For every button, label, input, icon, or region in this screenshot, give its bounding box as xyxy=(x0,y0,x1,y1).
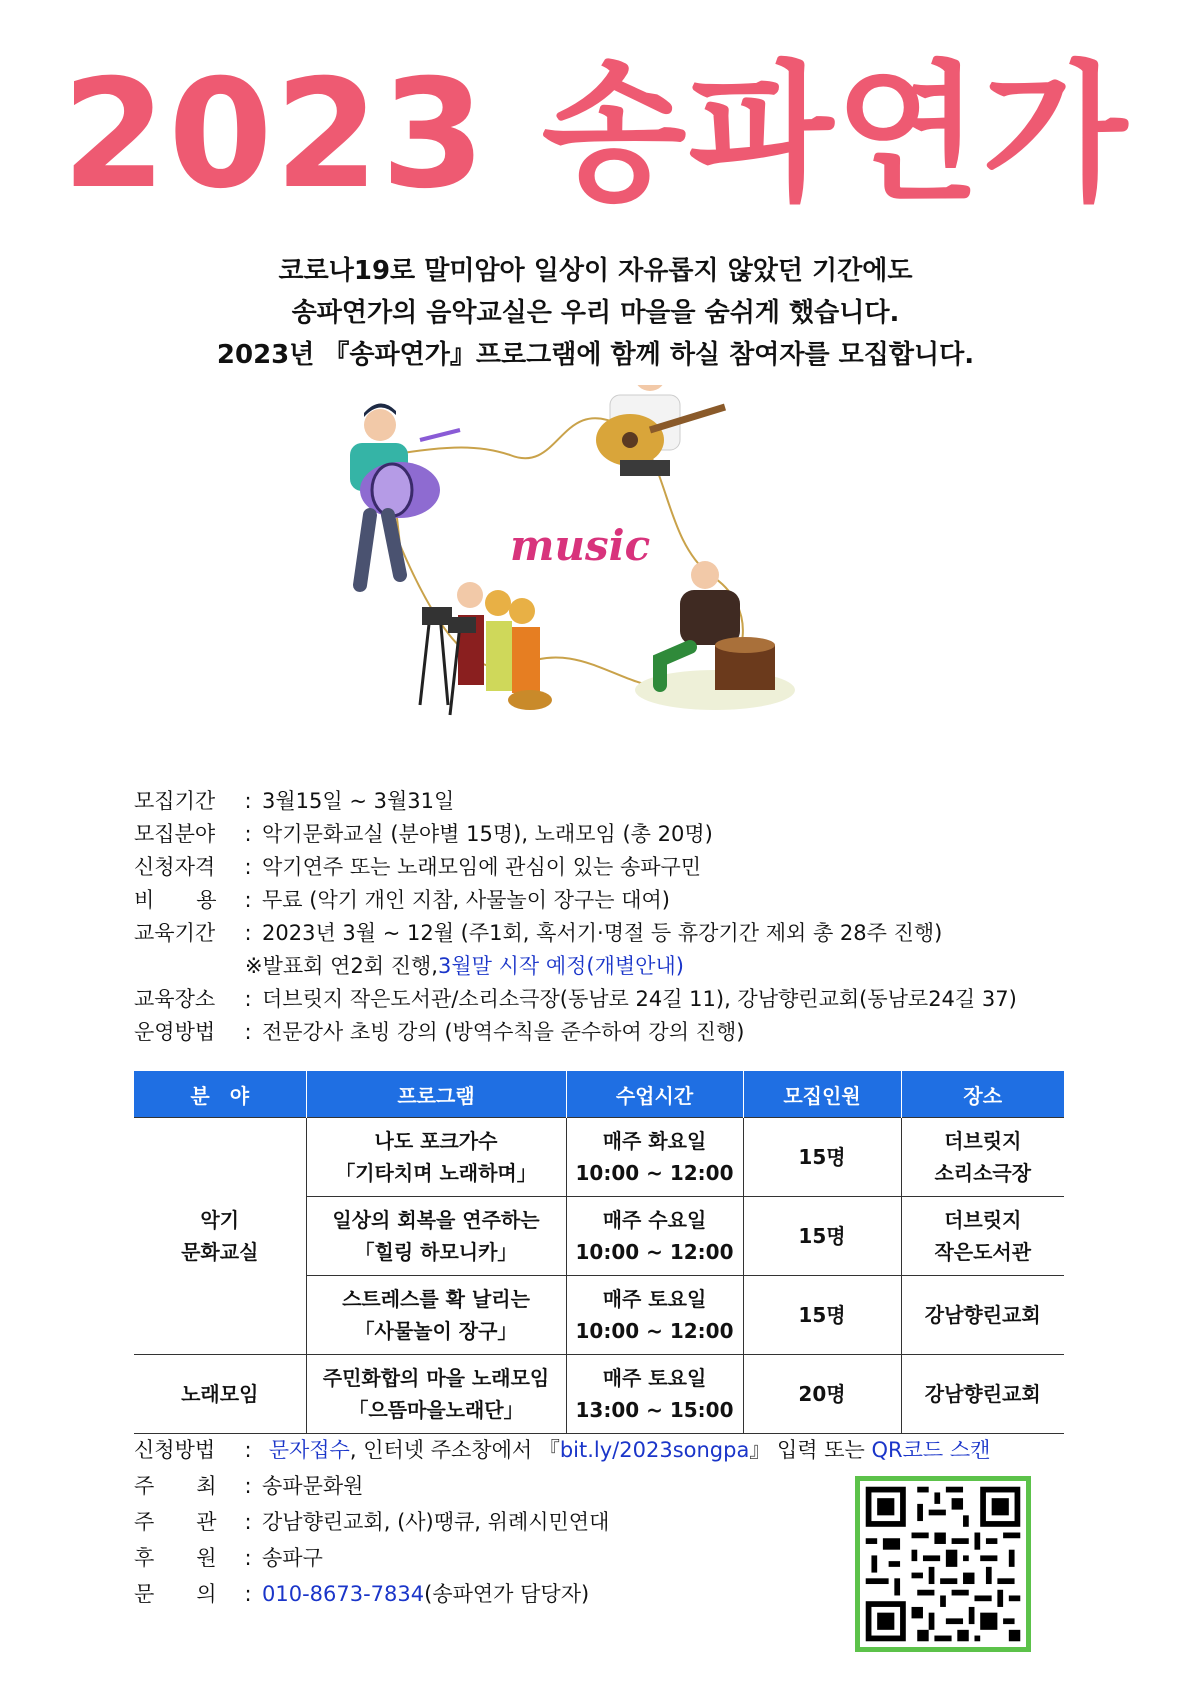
header-program: 프로그램 xyxy=(306,1071,566,1118)
note-highlight: 3월말 시작 예정(개별안내) xyxy=(437,954,684,978)
host-row: 주 최 : 송파문화원 xyxy=(134,1468,990,1504)
presentation-note xyxy=(134,950,1094,983)
contact-label: 문 의 xyxy=(134,1582,217,1606)
group-singing: 노래모임 xyxy=(134,1355,306,1434)
place-cell: 더브릿지 소리소극장 xyxy=(901,1118,1064,1197)
intro-text xyxy=(0,250,1191,376)
host-value: 송파문화원 xyxy=(262,1474,364,1498)
place-label: 교육장소 xyxy=(134,987,216,1011)
sms-apply-text: 문자접수 xyxy=(268,1438,350,1462)
time-cell: 매주 토요일 10:00 ~ 12:00 xyxy=(566,1276,743,1355)
sponsor-label: 후 원 xyxy=(134,1546,217,1570)
place-cell: 더브릿지 작은도서관 xyxy=(901,1197,1064,1276)
place-cell: 강남향린교회 xyxy=(901,1355,1064,1434)
program-cell: 나도 포크가수 「기타치며 노래하며」 xyxy=(306,1118,566,1197)
header-count: 모집인원 xyxy=(743,1071,901,1118)
program-cell: 주민화합의 마을 노래모임 「으뜸마을노래단」 xyxy=(306,1355,566,1434)
cost-label: 비 용 xyxy=(134,888,217,912)
place-cell: 강남향린교회 xyxy=(901,1276,1064,1355)
edu-period-label: 교육기간 xyxy=(134,921,216,945)
edu-period-row: 교육기간 : 2023년 3월 ~ 12월 (주1회, 혹서기·명절 등 휴강기간 제외 총 28주 진행) xyxy=(134,917,1094,950)
apply-method-text: , 인터넷 주소창에서 『 xyxy=(349,1438,560,1462)
header-time: 수업시간 xyxy=(566,1071,743,1118)
host-label: 주 최 xyxy=(134,1474,217,1498)
qualification-value: 악기연주 또는 노래모임에 관심이 있는 송파구민 xyxy=(262,855,702,879)
field-value: 악기문화교실 (분야별 15명), 노래모임 (총 20명) xyxy=(262,822,713,846)
qr-code-icon xyxy=(860,1481,1026,1647)
qr-code[interactable] xyxy=(855,1476,1031,1652)
count-cell: 20명 xyxy=(743,1355,901,1434)
header-field: 분 야 xyxy=(134,1071,306,1118)
time-cell: 매주 토요일 13:00 ~ 15:00 xyxy=(566,1355,743,1434)
table-header-row xyxy=(134,1071,1064,1118)
apply-method-label: 신청방법 xyxy=(134,1438,216,1462)
period-label: 모집기간 xyxy=(134,789,216,813)
organizer-label: 주 관 xyxy=(134,1510,217,1534)
music-illustration xyxy=(330,385,830,785)
contact-note: (송파연가 담당자) xyxy=(424,1582,590,1606)
qr-scan-text: QR코드 스캔 xyxy=(871,1438,991,1462)
edu-period-value: 2023년 3월 ~ 12월 (주1회, 혹서기·명절 등 휴강기간 제외 총 28주 진행) xyxy=(262,921,943,945)
music-label: music xyxy=(510,521,651,570)
count-cell: 15명 xyxy=(743,1276,901,1355)
apply-method-after: 』 입력 또는 xyxy=(749,1438,872,1462)
intro-line-1: 코로나19로 말미암아 일상이 자유롭지 않았던 기간에도 xyxy=(278,256,913,286)
period-row: 모집기간 : 3월15일 ~ 3월31일 xyxy=(134,785,1094,818)
method-label: 운영방법 xyxy=(134,1020,216,1044)
info-section xyxy=(134,785,1094,1049)
contact-phone[interactable]: 010-8673-7834 xyxy=(262,1582,425,1606)
time-cell: 매주 수요일 10:00 ~ 12:00 xyxy=(566,1197,743,1276)
header-place: 장소 xyxy=(901,1071,1064,1118)
cost-value: 무료 (악기 개인 지참, 사물놀이 장구는 대여) xyxy=(262,888,670,912)
place-row: 교육장소 : 더브릿지 작은도서관/소리소극장(동남로 24길 11), 강남향린교회(동남로24길 37) xyxy=(134,983,1094,1016)
qualification-label: 신청자격 xyxy=(134,855,216,879)
count-cell: 15명 xyxy=(743,1118,901,1197)
organizer-row: 주 관 : 강남향린교회, (사)땡큐, 위례시민연대 xyxy=(134,1504,990,1540)
table-row xyxy=(134,1118,1064,1197)
organizer-value: 강남향린교회, (사)땡큐, 위례시민연대 xyxy=(262,1510,610,1534)
sponsor-value: 송파구 xyxy=(262,1546,323,1570)
note-text: ※발표회 연2회 진행, xyxy=(245,954,438,978)
cost-row: 비 용 : 무료 (악기 개인 지참, 사물놀이 장구는 대여) xyxy=(134,884,1094,917)
apply-method-row: 신청방법 : 문자접수, 인터넷 주소창에서 『bit.ly/2023songpa』 입력 또는 QR코드 스캔 xyxy=(134,1432,990,1468)
apply-link[interactable]: bit.ly/2023songpa xyxy=(559,1438,750,1462)
time-cell: 매주 화요일 10:00 ~ 12:00 xyxy=(566,1118,743,1197)
contact-row: 문 의 : 010-8673-7834(송파연가 담당자) xyxy=(134,1576,990,1612)
program-cell: 일상의 회복을 연주하는 「힐링 하모니카」 xyxy=(306,1197,566,1276)
guitarist-figure xyxy=(596,385,725,476)
program-cell: 스트레스를 확 날리는 「사물놀이 장구」 xyxy=(306,1276,566,1355)
method-row: 운영방법 : 전문강사 초빙 강의 (방역수칙을 준수하여 강의 진행) xyxy=(134,1016,1094,1049)
place-value: 더브릿지 작은도서관/소리소극장(동남로 24길 11), 강남향린교회(동남로24길 37) xyxy=(262,987,1017,1011)
field-row: 모집분야 : 악기문화교실 (분야별 15명), 노래모임 (총 20명) xyxy=(134,818,1094,851)
period-value: 3월15일 ~ 3월31일 xyxy=(262,789,455,813)
sponsor-row: 후 원 : 송파구 xyxy=(134,1540,990,1576)
group-instrument: 악기 문화교실 xyxy=(134,1118,306,1355)
intro-line-2: 송파연가의 음악교실은 우리 마을을 숨쉬게 했습니다. xyxy=(291,298,900,328)
method-value: 전문강사 초빙 강의 (방역수칙을 준수하여 강의 진행) xyxy=(262,1020,745,1044)
ensemble-figure xyxy=(420,582,552,715)
field-label: 모집분야 xyxy=(134,822,216,846)
program-table xyxy=(134,1071,1064,1434)
poster-title: 2023 송파연가 xyxy=(61,48,1130,222)
count-cell: 15명 xyxy=(743,1197,901,1276)
harmonica-player-figure xyxy=(635,561,795,710)
qualification-row: 신청자격 : 악기연주 또는 노래모임에 관심이 있는 송파구민 xyxy=(134,851,1094,884)
intro-line-3: 2023년 『송파연가』프로그램에 함께 하실 참여자를 모집합니다. xyxy=(216,340,975,370)
table-row xyxy=(134,1355,1064,1434)
